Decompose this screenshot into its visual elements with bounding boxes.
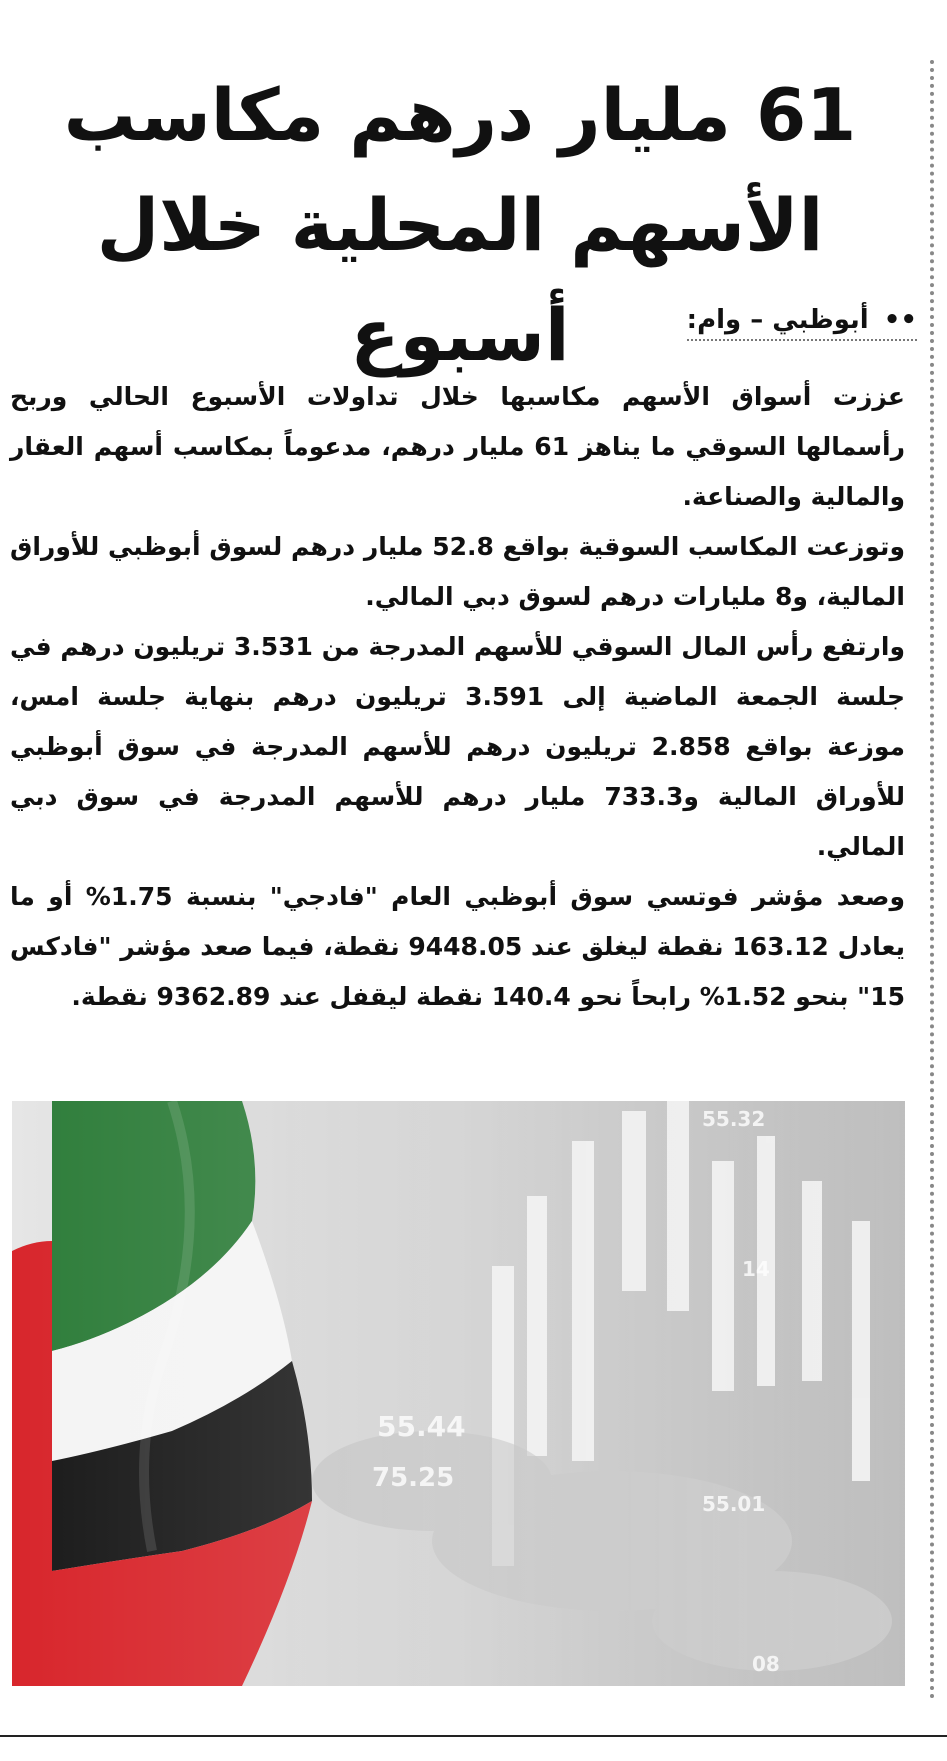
headline-line-1: 61 مليار درهم مكاسب (63, 73, 857, 157)
paragraph-2: وتوزعت المكاسب السوقية بواقع 52.8 مليار درهم لسوق أبوظبي للأوراق المالية، و8 مليارات درهم لسوق دبي المالي. (10, 532, 905, 611)
paragraph-3: وارتفع رأس المال السوقي للأسهم المدرجة من 3.531 تريليون درهم في جلسة الجمعة الماضية إلى 3.591 تريليون درهم بنهاية جلسة امس، موزعة بواقع 2.858 تريليون درهم للأسهم المدرجة في سوق أبوظبي للأوراق المالية و733.3 مليار درهم للأسهم المدرجة في سوق دبي المالي. (10, 632, 906, 861)
paragraph-1: عززت أسواق الأسهم مكاسبها خلال تداولات الأسبوع الحالي وربح رأسمالها السوقي ما يناهز 61 مليار درهم، مدعوماً بمكاسب أسهم العقار والمالية والصناعة. (10, 382, 905, 511)
byline (687, 305, 917, 341)
column-divider (930, 60, 934, 1700)
byline-bullets: •• (883, 305, 917, 335)
flag-and-market-illustration (12, 1101, 905, 1686)
byline-text: أبوظبي – وام: (686, 305, 869, 335)
headline-line-2: الأسهم المحلية خلال أسبوع (96, 183, 824, 377)
bottom-rule (0, 1735, 947, 1737)
paragraph-4: وصعد مؤشر فوتسي سوق أبوظبي العام "فادجي" بنسبة 1.75% أو ما يعادل 163.12 نقطة ليغلق عند 9448.05 نقطة، فيما صعد مؤشر "فادكس 15" بنحو 1.52% رابحاً نحو 140.4 نقطة ليقفل عند 9362.89 نقطة. (10, 882, 905, 1011)
article-body (10, 372, 905, 1022)
article-photo (12, 1101, 905, 1686)
